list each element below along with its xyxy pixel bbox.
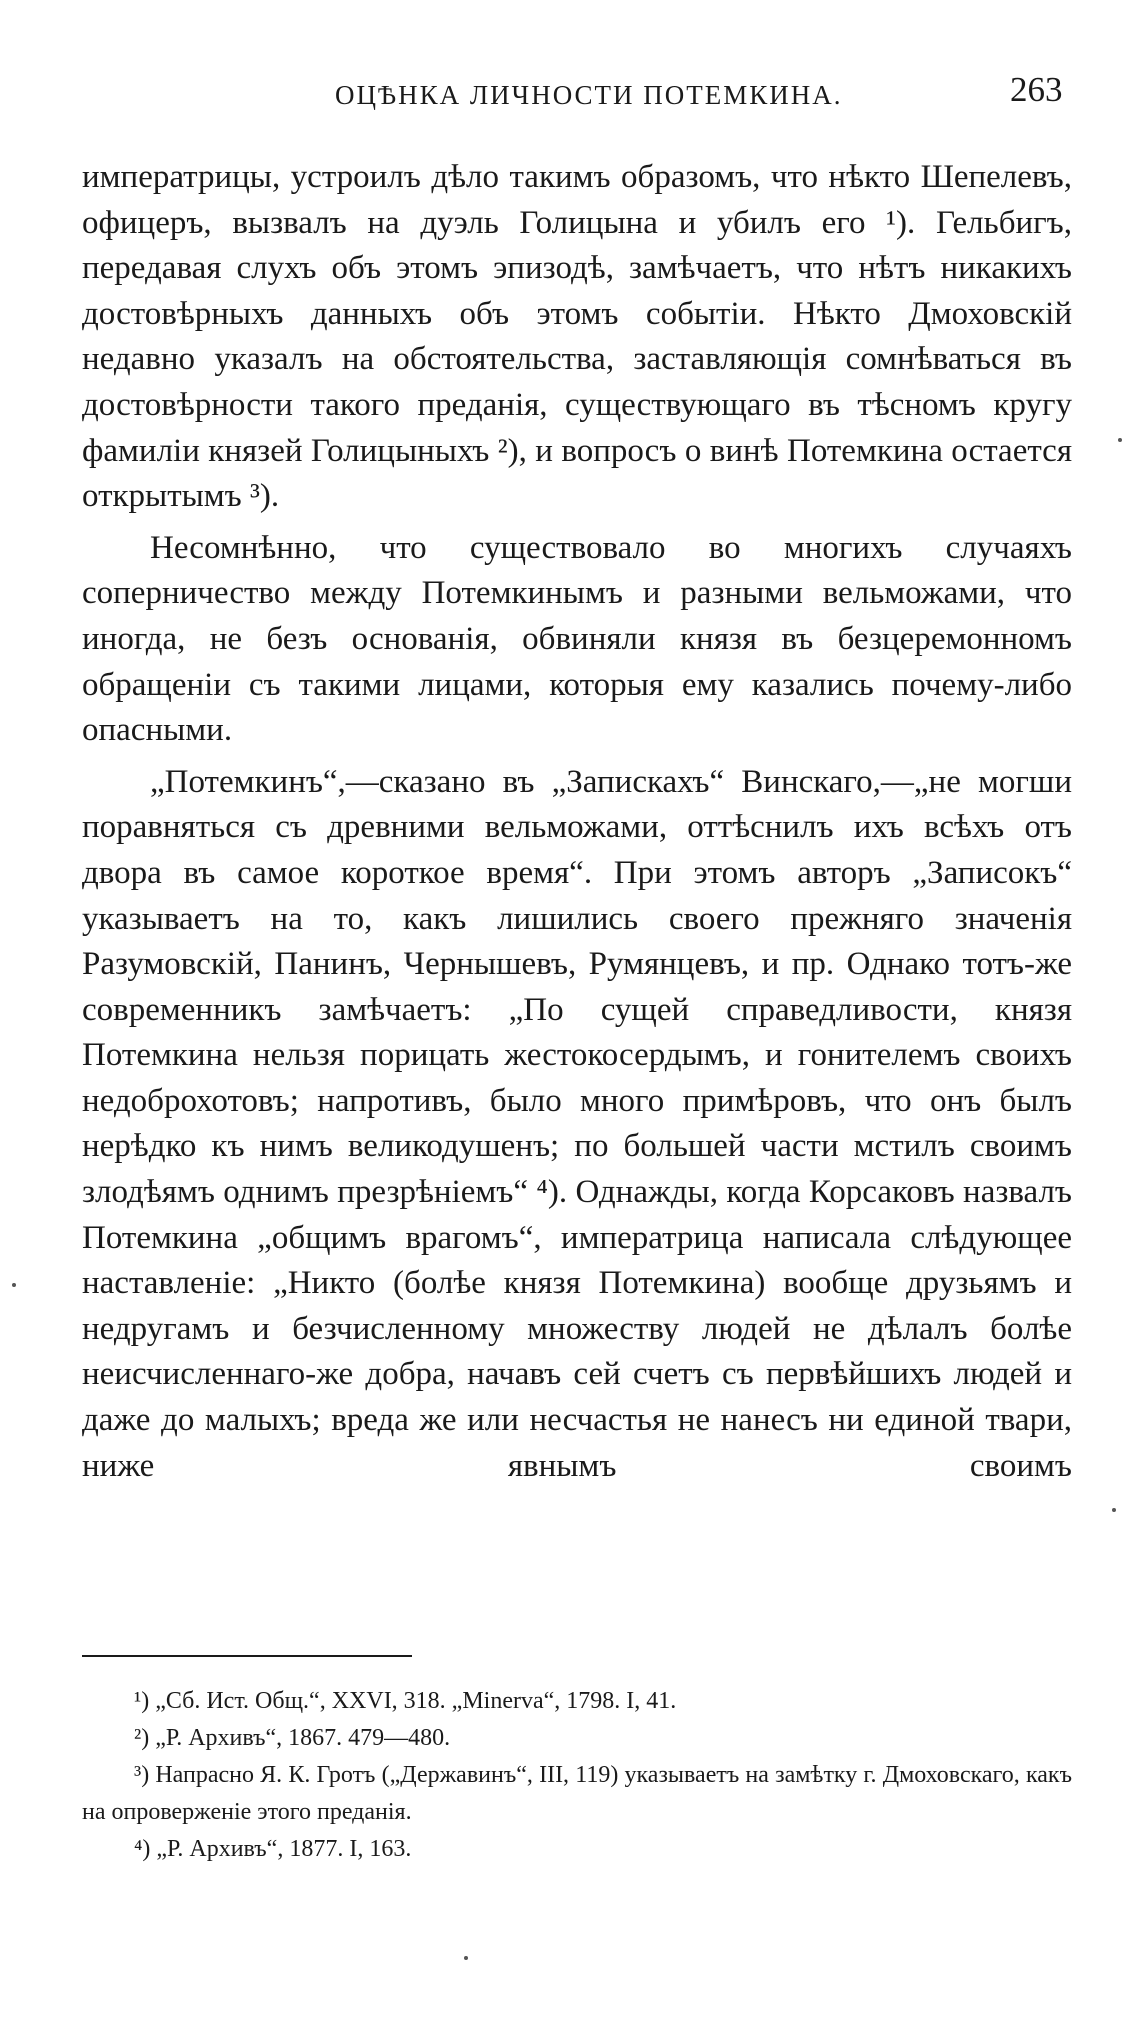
paragraph: Несомнѣнно, что существовало во многихъ случаяхъ соперничество между Потемкинымъ и разными вельможами, что иногда, не безъ основанія, обвиняли князя въ безцеремонномъ обращеніи съ такими лицами, которыя ему казались почему-либо опасными.: [82, 529, 1072, 749]
paragraph: „Потемкинъ“,—сказано въ „Запискахъ“ Винскаго,—„не могши поравняться съ древними вельможами, оттѣснилъ ихъ всѣхъ отъ двора въ самое короткое время“. При этомъ авторъ „Записокъ“ указываетъ на то, какъ лишились своего прежняго значенія Разумовскій, Панинъ, Чернышевъ, Румянцевъ, и пр. Однако тотъ-же современникъ замѣчаетъ: „По сущей справедливости, князя Потемкина нельзя порицать жестокосердымъ, и гонителемъ своихъ недоброхотовъ; напротивъ, было много примѣровъ, что онъ былъ нерѣдко къ нимъ великодушенъ; по большей части мстилъ своимъ злодѣямъ однимъ презрѣніемъ“ ⁴). Однажды, когда Корсаковъ назвалъ Потемкина „общимъ врагомъ“, императрица написала слѣдующее наставленіе: „Никто (болѣе князя Потемкина) вообще друзьямъ и недругамъ и безчисленному множеству людей не дѣлалъ болѣе неисчисленнаго-же добра, начавъ сей счетъ съ первѣйшихъ людей и даже до малыхъ; вреда же или несчастья не нанесъ ни единой твари, ниже явнымъ своимъ: [82, 763, 1072, 1484]
print-speck: [1112, 1508, 1116, 1512]
page-number: 263: [1010, 70, 1063, 109]
footnote: ²) „Р. Архивъ“, 1867. 479—480.: [134, 1725, 451, 1751]
running-head: [0, 70, 1140, 130]
footnotes: [82, 1683, 1072, 1868]
body-text: [82, 155, 1072, 1489]
footnote: ¹) „Сб. Ист. Общ.“, XXVI, 318. „Minerva“, 1798. I, 41.: [134, 1688, 677, 1714]
footnote: ⁴) „Р. Архивъ“, 1877. I, 163.: [134, 1836, 412, 1862]
paragraph-continued: императрицы, устроилъ дѣло такимъ образомъ, что нѣкто Шепелевъ, офицеръ, вызвалъ на дуэль Голицына и убилъ его ¹). Гельбигъ, передавая слухъ объ этомъ эпизодѣ, замѣчаетъ, что нѣтъ никакихъ достовѣрныхъ данныхъ объ этомъ событіи. Нѣкто Дмоховскій недавно указалъ на обстоятельства, заставляющія сомнѣваться въ достовѣрности такого преданія, существующаго въ тѣсномъ кругу фамиліи князей Голицыныхъ ²), и вопросъ о винѣ Потемкина остается открытымъ ³).: [82, 159, 1072, 515]
print-speck: [464, 1956, 468, 1960]
print-speck: [12, 1283, 16, 1287]
footnote: ³) Напрасно Я. К. Гротъ („Державинъ“, III, 119) указываетъ на замѣтку г. Дмоховскаго, какъ на опроверженіе этого преданія.: [82, 1762, 1072, 1825]
print-speck: [1118, 438, 1122, 442]
running-title: ОЦѢНКА ЛИЧНОСТИ ПОТЕМКИНА.: [335, 80, 843, 110]
footnote-rule: [82, 1655, 412, 1657]
